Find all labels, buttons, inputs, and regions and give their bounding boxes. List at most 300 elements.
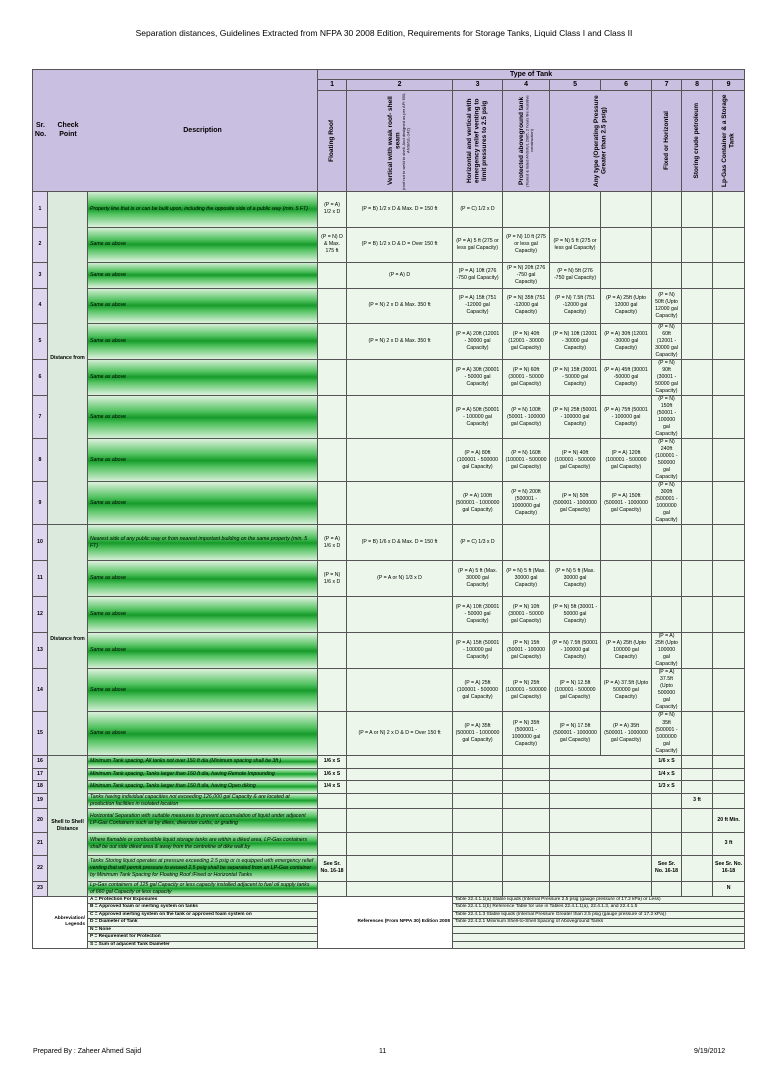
distance-value [318,712,347,755]
type-number: 2 [347,80,453,90]
legend-label: Abbreviation/ Legends [33,896,88,949]
row-number: 9 [33,482,48,525]
distance-value: (P = C) 1/2 x D [453,191,503,227]
type-of-tank-header: Type of Tank [318,70,745,80]
empty-cell [318,808,347,832]
distance-value [318,323,347,359]
row-description: Where flamable or combustible liquid storage tanks are within a diked area, LP-Gas containers shall be out side diked area & away from the centreline of dike wall by [88,832,318,855]
row-number: 23 [33,881,48,896]
distance-value [601,227,652,262]
empty-cell [347,855,453,881]
spacing-value: 1/6 x S [318,768,347,780]
empty-cell [550,780,652,793]
spacing-value: 1/3 x S [652,780,682,793]
empty-cell [550,793,652,808]
empty-cell [713,227,745,262]
table-row [33,359,745,395]
distance-value: (P = N) 90ft (30001 - 50000 gal Capacity) [652,359,682,395]
empty-cell [682,561,713,597]
table-row [33,597,745,633]
empty-cell [682,323,713,359]
distance-value: (P = N) 10ft (12001 - 30000 gal Capacity) [550,323,601,359]
distance-value [318,482,347,525]
distance-value [652,191,682,227]
empty-cell [453,755,503,768]
empty-cell [550,755,652,768]
empty-cell [453,768,503,780]
row-number: 2 [33,227,48,262]
empty-cell [682,525,713,561]
distance-value [503,525,550,561]
empty-cell [682,712,713,755]
reference-item: Table 22.4.2.1 Minimum Shell-to-Shell Spacing of Aboveground Tanks [453,919,745,927]
empty-cell [347,881,453,896]
distance-value: (P = A) D [347,262,453,288]
legend-item: S = Sum of adjacent Tank Diameter [88,941,318,949]
empty-cell [682,482,713,525]
distance-value: (P = B) 1/2 x D & Max. D = 150 ft [347,191,453,227]
row-number: 7 [33,396,48,439]
distance-value: (P = A) 15ft (751 -12000 gal Capacity) [453,288,503,323]
reference-item: Table 22.4.1.1(b) Reference Table for use in Tables 22.4.1.1(a), 22.4.1.3, and 22.4.1.5 [453,904,745,912]
distance-value [503,191,550,227]
table-row [33,712,745,755]
table-row [33,288,745,323]
type-header: Vertical with weak roof- shell seam (roof not to weld to shell. And designed as per API 650, ANSI/UL-142) [347,90,453,191]
distance-value [318,633,347,669]
distance-value: (P = A) 5 ft (275 or less gal Capacity) [453,227,503,262]
type-number: 6 [601,80,652,90]
empty-cell [347,755,453,768]
empty-cell [713,396,745,439]
empty-cell [682,262,713,288]
empty-cell [652,881,682,896]
reference-item: Table 22.4.1.1(a) Stable liquids (Internal Pressure 2.5 psig (gauge pressure of 17.2 kPa) or Less) [453,896,745,904]
distance-value: (P = N) 150ft (50001 - 100000 gal Capacity) [652,396,682,439]
empty-cell [713,633,745,669]
distance-value: (P = A) 25ft (Upto 100000 gal Capacity) [652,633,682,669]
empty-cell [453,780,503,793]
empty-cell [682,359,713,395]
empty-cell [503,832,550,855]
distance-value [347,633,453,669]
row-description: Same as above [88,359,318,395]
empty-cell [453,808,503,832]
distance-value [318,396,347,439]
row-description: Minimum Tank spacing, Tanks larger than 150 ft dia, having Open diking [88,780,318,793]
table-row [33,227,745,262]
distance-value: (P = N) 5 ft (Max. 30000 gal Capacity) [503,561,550,597]
date: 9/19/2012 [694,1048,726,1055]
distance-value: (P = N) 10ft (30001 - 50000 gal Capacity) [503,597,550,633]
distance-value [601,561,652,597]
distance-value [550,525,601,561]
empty-cell [682,439,713,482]
check-point-header: Check Point [57,122,79,139]
empty-cell [682,597,713,633]
distance-value: (P = N) 100ft (50001 - 100000 gal Capacity) [503,396,550,439]
distance-value [652,262,682,288]
distance-value: (P = A) 20ft (12001 - 30000 gal Capacity) [453,323,503,359]
distance-value: (P = N) 35ft (500001 - 1000000 gal Capacity) [652,712,682,755]
legend-item: P = Requirement for Protection [88,934,318,942]
distance-value: (P = N) 15ft (50001 - 100000 gal Capacity) [503,633,550,669]
distance-value: (P = B) 1/6 x D & Max. D = 150 ft [347,525,453,561]
empty-cell [347,780,453,793]
empty-cell [713,755,745,768]
distance-value: (P = N) 10 ft (275 or less gal Capacity) [503,227,550,262]
legend-item: D = Diameter of Tank [88,919,318,927]
empty-cell [318,881,347,896]
table-row [33,780,745,793]
distance-value: (P = N) 35ft (751 -12000 gal Capacity) [503,288,550,323]
distance-value: (P = N) 60ft (30001 - 50000 gal Capacity) [503,359,550,395]
empty-cell [347,808,453,832]
row-description: Same as above [88,712,318,755]
type-number: 1 [318,80,347,90]
legend-item: B = Approved foam or inerting system on tanks [88,904,318,912]
reference-item: Table 22.4.1.3 Stable liquids (Internal Pressure Greater than 2.5 psig (gauge pressure of 17.2 kPa)) [453,911,745,919]
empty-cell [318,793,347,808]
sr-no-header: Sr. No. [34,122,47,139]
row-description: Minimum Tank spacing, All tanks not over 150 ft dia (Minimum spacing shall be 3ft ) [88,755,318,768]
distance-value: (P = N) 25ft (100001 - 500000 gal Capacity) [503,669,550,712]
distance-value: (P = N) 50ft (Upto 12000 gal Capacity) [652,288,682,323]
distance-value [347,482,453,525]
empty-cell [318,832,347,855]
distance-value [652,227,682,262]
type-header: Floating Roof [318,90,347,191]
row-description: Same as above [88,439,318,482]
empty-cell [550,881,652,896]
distance-value [652,525,682,561]
table-row [33,793,745,808]
distance-value: (P = A) 25ft (Upto 12000 gal Capacity) [601,288,652,323]
legend-item: A = Protection For Exposures [88,896,318,904]
spacing-value: 3 ft [682,793,713,808]
empty-cell [453,793,503,808]
distance-value [318,262,347,288]
empty-cell [503,881,550,896]
table-row [33,855,745,881]
distance-value: (P = N) 40ft (12001 - 30000 gal Capacity) [503,323,550,359]
distance-value: (P = N) 35ft (500001 - 1000000 gal Capacity) [503,712,550,755]
empty-cell [713,597,745,633]
row-number: 20 [33,808,48,832]
distance-value: (P = A) 10ft (276 -750 gal Capacity) [453,262,503,288]
type-header: Storing crude petroleum [682,90,713,191]
row-number: 21 [33,832,48,855]
distance-value [318,669,347,712]
distance-value: (P = A) 37.5ft (Upto 500000 gal Capacity) [652,669,682,712]
distance-value: (P = N) 5ft (276 -750 gal Capacity) [550,262,601,288]
check-point-group: Distance from [48,191,88,524]
prepared-by: Prepared By : Zaheer Ahmed Sajid [33,1048,142,1055]
empty-cell [713,482,745,525]
empty-cell [713,323,745,359]
distance-value: (P = B) 1/2 x D & D = Over 150 ft [347,227,453,262]
distance-value: (P = A) 50ft (50001 - 100000 gal Capacity) [453,396,503,439]
empty-cell [652,808,682,832]
spacing-value: 20 ft Min. [713,808,745,832]
type-header: Protected aboveground tank (Tested & listed ANSI/UL 2085, 2 hours fire resistive construction) [503,90,550,191]
table-row [33,439,745,482]
distance-value: (P = N) 200ft (500001 - 1000000 gal Capacity) [503,482,550,525]
spacing-value: See Sr. No. 16-18 [713,855,745,881]
distance-value [601,525,652,561]
spacing-value: N [713,881,745,896]
empty-cell [713,780,745,793]
empty-cell [503,780,550,793]
empty-cell [713,561,745,597]
empty-cell [682,288,713,323]
empty-cell [682,780,713,793]
distance-value: (P = A) 25ft (Upto 100000 gal Capacity) [601,633,652,669]
distance-value: (P = N) 40ft (100001 - 500000 gal Capacity) [550,439,601,482]
row-description: Same as above [88,633,318,669]
reference-item [453,934,745,942]
distance-value: (P = N) 7.5ft (751 -12000 gal Capacity) [550,288,601,323]
empty-cell [682,855,713,881]
empty-cell [713,712,745,755]
row-description: Same as above [88,561,318,597]
type-number: 8 [682,80,713,90]
distance-value [347,597,453,633]
row-number: 4 [33,288,48,323]
legend-item: N = None [88,926,318,934]
row-number: 14 [33,669,48,712]
distance-value [347,439,453,482]
row-description: Same as above [88,323,318,359]
row-number: 8 [33,439,48,482]
table-row [33,633,745,669]
empty-cell [550,768,652,780]
empty-cell [713,793,745,808]
distance-value: (P = A) 100ft (500001 - 1000000 gal Capacity) [453,482,503,525]
spacing-value: 1/4 x S [318,780,347,793]
empty-cell [503,768,550,780]
empty-cell [503,855,550,881]
distance-value: (P = N) 20ft (276 -750 gal Capacity) [503,262,550,288]
references-label: References (From NFPA 30) Edition 2008 [318,896,453,949]
row-description: Same as above [88,669,318,712]
distance-value: (P = A) 30ft (12001 -30000 gal Capacity) [601,323,652,359]
row-number: 1 [33,191,48,227]
row-number: 22 [33,855,48,881]
check-point-group: Distance from [48,525,88,755]
empty-cell [682,808,713,832]
distance-value: (P = N) 50ft (500001 - 1000000 gal Capacity) [550,482,601,525]
row-number: 13 [33,633,48,669]
type-header: Lp-Gas Container & a Storage Tank [713,90,745,191]
distance-value: (P = N) 160ft (100001 - 500000 gal Capacity) [503,439,550,482]
empty-cell [453,881,503,896]
empty-cell [453,855,503,881]
empty-cell [713,669,745,712]
row-description: Nearest side of any public way or from nearest important building on the same property (min. 5 FT) [88,525,318,561]
row-number: 12 [33,597,48,633]
distance-value: (P = N) 5 ft (Max. 30000 gal Capacity) [550,561,601,597]
type-header: Fixed or Horizontal [652,90,682,191]
distance-value [601,262,652,288]
distance-value: (P = N) 300ft (500001 - 1000000 gal Capacity) [652,482,682,525]
distance-value [550,191,601,227]
table-row [33,396,745,439]
empty-cell [347,768,453,780]
distance-value: (P = A) 75ft (50001 - 100000 gal Capacity) [601,396,652,439]
empty-cell [652,793,682,808]
table-row [33,881,745,896]
table-row [33,482,745,525]
row-description: Same as above [88,227,318,262]
spacing-value: 3 ft [713,832,745,855]
table-row [33,262,745,288]
spacing-value: 1/6 x S [652,755,682,768]
row-description: Tanks having individual capacities not exceeding 126,000 gal Capacity & are located at production facilities in isolated location [88,793,318,808]
empty-cell [682,191,713,227]
type-header: Any type (Operating Pressure Greater than 2.5 psig) [550,90,652,191]
row-description: Property line that is or can be built upon, including the opposite side of a public way (min. 5 FT) [88,191,318,227]
empty-cell [682,669,713,712]
type-number: 4 [503,80,550,90]
empty-cell [503,808,550,832]
empty-cell [453,832,503,855]
spacing-value: See Sr. No. 16-18 [318,855,347,881]
spacing-value: 1/4 x S [652,768,682,780]
reference-item [453,926,745,934]
distance-value [318,597,347,633]
distance-value: (P = N) 2 x D & Max. 350 ft [347,323,453,359]
distance-value: (P = A) 35ft (500001 - 1000000 gal Capacity) [601,712,652,755]
distance-value: (P = A) 150ft (500001 - 1000000 gal Capacity) [601,482,652,525]
distance-value: (P = N) 5 ft (275 or less gal Capacity) [550,227,601,262]
distance-value: (P = A or N) 1/3 x D [347,561,453,597]
distance-value [652,561,682,597]
separation-table [32,69,745,949]
empty-cell [503,755,550,768]
distance-value: (P = N) D & Max. 175 ft [318,227,347,262]
row-number: 5 [33,323,48,359]
distance-value: (P = C) 1/3 x D [453,525,503,561]
empty-cell [682,881,713,896]
row-description: Same as above [88,396,318,439]
distance-value: (P = N) 7.5ft (50001 - 100000 gal Capacity) [550,633,601,669]
type-header: Horizontal and vertical with emergency relief venting to limit pressures to 2.5 psig [453,90,503,191]
check-point-group: Shell to Shell Distance [48,755,88,896]
distance-value: (P = A) 25ft (100001 - 500000 gal Capacity) [453,669,503,712]
empty-cell [652,832,682,855]
distance-value: (P = A or N) 2 x D & D = Over 150 ft [347,712,453,755]
empty-cell [682,396,713,439]
empty-cell [347,832,453,855]
distance-value [347,669,453,712]
legend-row [33,896,745,904]
row-number: 19 [33,793,48,808]
row-number: 11 [33,561,48,597]
distance-value: (P = A) 80ft (100001 - 500000 gal Capacity) [453,439,503,482]
page-title: Separation distances, Guidelines Extracted from NFPA 30 2008 Edition, Requirements for Storage Tanks, Liquid Class I and Class II [135,28,633,38]
row-description: Horizontal Separation with suitable measures to prevent accumulation of liquid under adjacent LP-Gas Containers such as by dikes, diversion curbs, or grading [88,808,318,832]
distance-value [601,191,652,227]
row-number: 6 [33,359,48,395]
distance-value: (P = A) 1/6 x D [318,525,347,561]
row-description: Same as above [88,597,318,633]
empty-cell [550,832,652,855]
row-description: Lp-Gas containers of 125 gal Capacity or less capacity installed adjacent to fuel oil supply tanks of 660 gal Capacity or less capacity [88,881,318,896]
spacing-value: See Sr. No. 16-18 [652,855,682,881]
distance-value [318,439,347,482]
row-number: 16 [33,755,48,768]
empty-cell [713,439,745,482]
distance-value [318,288,347,323]
type-number: 7 [652,80,682,90]
table-row [33,669,745,712]
row-number: 10 [33,525,48,561]
table-row [33,808,745,832]
row-number: 18 [33,780,48,793]
page-number: 11 [379,1048,387,1055]
distance-value: (P = N) 2 x D & Max. 350 ft [347,288,453,323]
empty-cell [347,793,453,808]
table-row [33,768,745,780]
distance-value: (P = A) 15ft (50001 - 100000 gal Capacity) [453,633,503,669]
row-number: 17 [33,768,48,780]
distance-value: (P = N) 15ft (30001 - 50000 gal Capacity) [550,359,601,395]
distance-value: (P = N) 60ft (12001 - 30000 gal Capacity) [652,323,682,359]
empty-cell [713,768,745,780]
table-row [33,755,745,768]
distance-value: (P = A) 5 ft (Max. 30000 gal Capacity) [453,561,503,597]
distance-value: (P = N) 17.5ft (500001 - 1000000 gal Capacity) [550,712,601,755]
distance-value [347,396,453,439]
distance-value [652,597,682,633]
table-row [33,561,745,597]
distance-value: (P = N) 1/6 x D [318,561,347,597]
empty-cell [682,832,713,855]
spacing-value: 1/6 x S [318,755,347,768]
distance-value: (P = A) 35ft (500001 - 1000000 gal Capacity) [453,712,503,755]
distance-value [347,359,453,395]
distance-value [601,597,652,633]
distance-value: (P = A) 120ft (100001 - 500000 gal Capacity) [601,439,652,482]
row-description: Tanks Storing liquid operates at pressure exceeding 2.5 psig or is equipped with emergency relief venting that will permit pressure to exceed 2.5 psig shall be separated from an LP-Gas container by Minimum Tank Spacing for Floating Roof /Fixed or Horizontal Tanks [88,855,318,881]
table-row [33,323,745,359]
empty-cell [550,808,652,832]
distance-value: (P = A) 10ft (30001 - 50000 gal Capacity) [453,597,503,633]
type-number: 3 [453,80,503,90]
row-number: 15 [33,712,48,755]
distance-value: (P = A) 45ft (30001 -50000 gal Capacity) [601,359,652,395]
type-number: 9 [713,80,745,90]
distance-value: (P = A) 1/2 x D [318,191,347,227]
empty-cell [682,227,713,262]
distance-value: (P = N) 12.5ft (100001 - 500000 gal Capacity) [550,669,601,712]
table-row [33,191,745,227]
empty-cell [713,525,745,561]
empty-cell [713,288,745,323]
row-description: Minimum Tank spacing, Tanks larger than 150 ft dia, having Remote Impounding [88,768,318,780]
type-number: 5 [550,80,601,90]
row-description: Same as above [88,482,318,525]
empty-cell [682,768,713,780]
empty-cell [713,191,745,227]
distance-value: (P = N) 5ft (30001 - 50000 gal Capacity) [550,597,601,633]
table-row [33,832,745,855]
distance-value: (P = N) 25ft (50001 - 100000 gal Capacity) [550,396,601,439]
table-row [33,525,745,561]
description-header: Description [183,126,222,134]
empty-cell [550,855,652,881]
